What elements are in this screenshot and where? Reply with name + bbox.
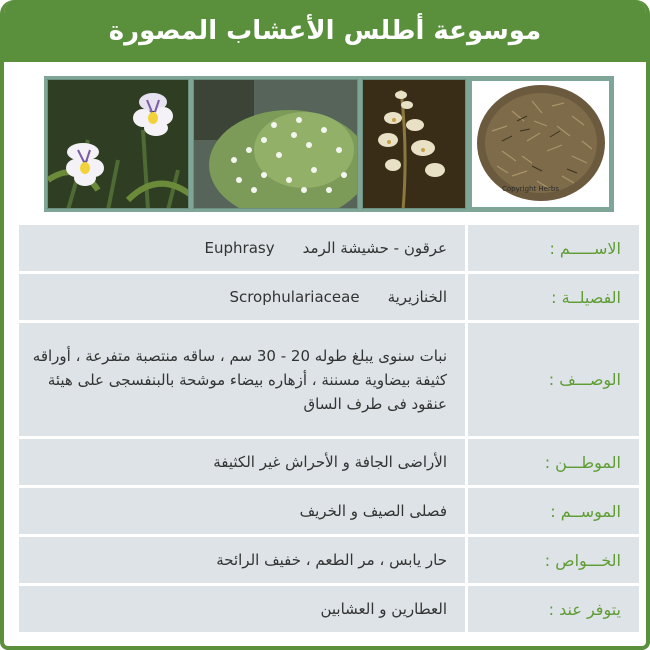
row-value [19,586,465,632]
photo-caption: Copyright Herbs [501,185,559,193]
value-en: Euphrasy [204,239,275,257]
row-value [19,274,465,320]
value-ar: حار يابس ، مر الطعم ، خفيف الرائحة [216,551,447,569]
photo-strip [44,76,614,212]
photo-dried-herb-pile [470,79,611,209]
value-ar: الأراضى الجافة و الأحراش غير الكثيفة [213,453,447,471]
photo-eyebright-bush [193,79,358,209]
value-ar: عرقون - حشيشة الرمد [302,239,447,257]
page-title: موسوعة أطلس الأعشاب المصورة [108,16,542,46]
table-row-availability [19,586,639,632]
photo-eyebright-stem [362,79,465,209]
table-row-family [19,274,639,320]
value-ar: العطارين و العشابين [320,600,447,618]
row-label: الخـــواص : [468,537,639,583]
row-value [19,323,465,436]
photo-eyebright-flowers-closeup [47,79,189,209]
row-label: الوصـــف : [468,323,639,436]
row-label: الموســم : [468,488,639,534]
row-label: الموطـــن : [468,439,639,485]
row-value [19,439,465,485]
table-row-properties [19,537,639,583]
row-label: يتوفر عند : [468,586,639,632]
value-ar: نبات سنوى يبلغ طوله 20 - 30 سم ، ساقه منتصبة متفرعة ، أوراقه كثيفة بيضاوية مسننة ، أزهاره بيضاء موشحة بالبنفسجى على هيئة عنقود فى طرف الساق [32,346,447,413]
row-value [19,225,465,271]
row-label: الفصيلــة : [468,274,639,320]
herb-info-table [19,225,639,635]
value-ar: الخنازيرية [387,288,447,306]
value-en: Scrophulariaceae [229,288,360,306]
table-row-name [19,225,639,271]
row-value [19,537,465,583]
table-row-description [19,323,639,436]
page-header [4,0,646,62]
row-value [19,488,465,534]
row-label: الاســـــم : [468,225,639,271]
table-row-habitat [19,439,639,485]
value-ar: فصلى الصيف و الخريف [299,502,447,520]
table-row-season [19,488,639,534]
